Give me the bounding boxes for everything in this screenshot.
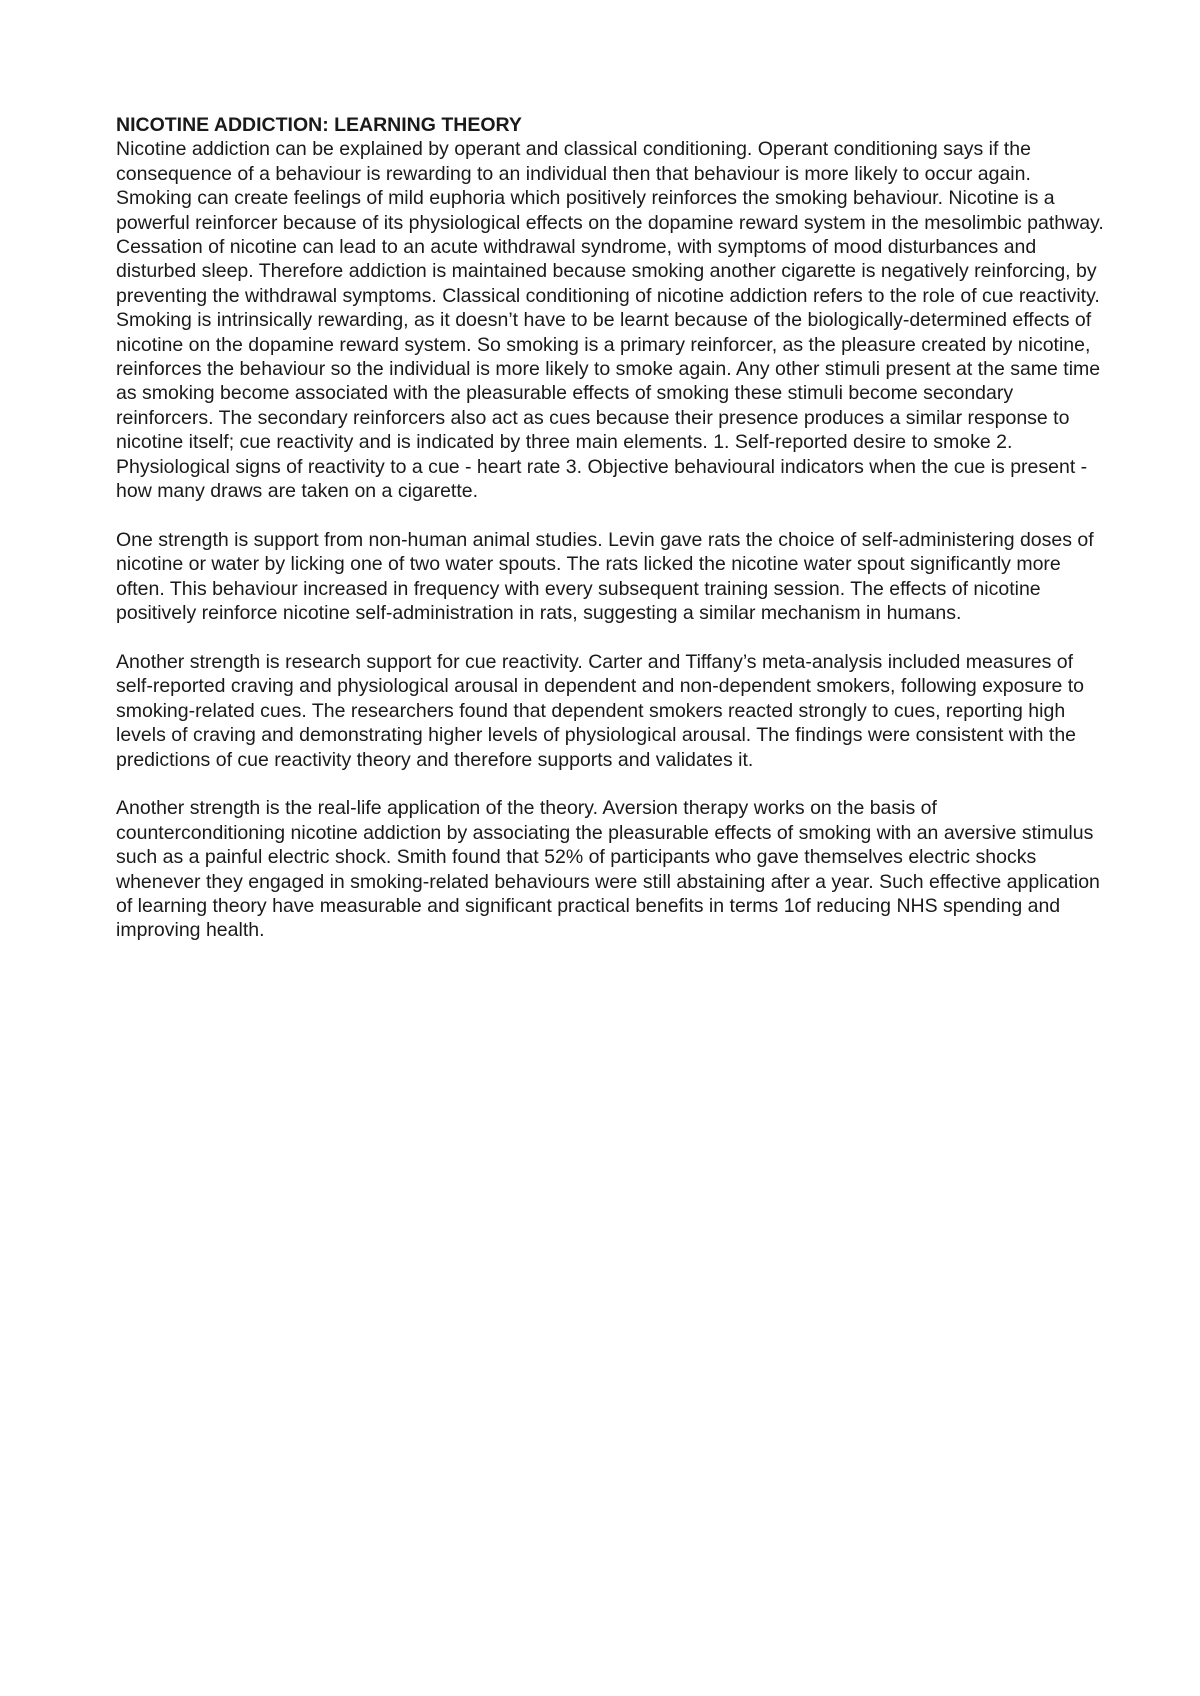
paragraph-cue-reactivity: Another strength is research support for cue reactivity. Carter and Tiffany’s meta-analysis included measures of self-reported craving and physiological arousal in dependent and non-dependent smokers, following exposure to smoking-related cues. The researchers found that dependent smokers reacted strongly to cues, reporting high levels of craving and demonstrating higher levels of physiological arousal. The findings were consistent with the predictions of cue reactivity theory and therefore supports and validates it. <box>116 650 1085 771</box>
paragraph-learning-theory: Nicotine addiction can be explained by operant and classical conditioning. Operant conditioning says if the consequence of a behaviour is rewarding to an individual then that behaviour is more likely to occur again. Smoking can create feelings of mild euphoria which positively reinforces the smoking behaviour. Nicotine is a powerful reinforcer because of its physiological effects on the dopamine reward system in the mesolimbic pathway. Cessation of nicotine can lead to an acute withdrawal syndrome, with symptoms of mood disturbances and disturbed sleep. Therefore addiction is maintained because smoking another cigarette is negatively reinforcing, by preventing the withdrawal symptoms. Classical conditioning of nicotine addiction refers to the role of cue reactivity. Smoking is intrinsically rewarding, as it doesn’t have to be learnt because of the biologically-determined effects of nicotine on the dopamine reward system. So smoking is a primary reinforcer, as the pleasure created by nicotine, reinforces the behaviour so the individual is more likely to smoke again. Any other stimuli present at the same time as smoking become associated with the pleasurable effects of smoking these stimuli become secondary reinforcers. The secondary reinforcers also act as cues because their presence produces a similar response to nicotine itself; cue reactivity and is indicated by three main elements. 1. Self-reported desire to smoke 2. Physiological signs of reactivity to a cue - heart rate 3. Objective behavioural indicators when the cue is present - how many draws are taken on a cigarette. <box>116 138 1104 503</box>
paragraph-animal-studies: One strength is support from non-human animal studies. Levin gave rats the choice of self-administering doses of nicotine or water by licking one of two water spouts. The rats licked the nicotine water spout significantly more often. This behaviour increased in frequency with every subsequent training session. The effects of nicotine positively reinforce nicotine self-administration in rats, suggesting a similar mechanism in humans. <box>116 528 1094 625</box>
document-title: NICOTINE ADDICTION: LEARNING THEORY <box>116 114 522 136</box>
document-page <box>116 113 1106 967</box>
paragraph-real-life-application: Another strength is the real-life application of the theory. Aversion therapy works on the basis of counterconditioning nicotine addiction by associating the pleasurable effects of smoking with an aversive stimulus such as a painful electric shock. Smith found that 52% of participants who gave themselves electric shocks whenever they engaged in smoking-related behaviours were still abstaining after a year. Such effective application of learning theory have measurable and significant practical benefits in terms 1of reducing NHS spending and improving health. <box>116 797 1100 942</box>
